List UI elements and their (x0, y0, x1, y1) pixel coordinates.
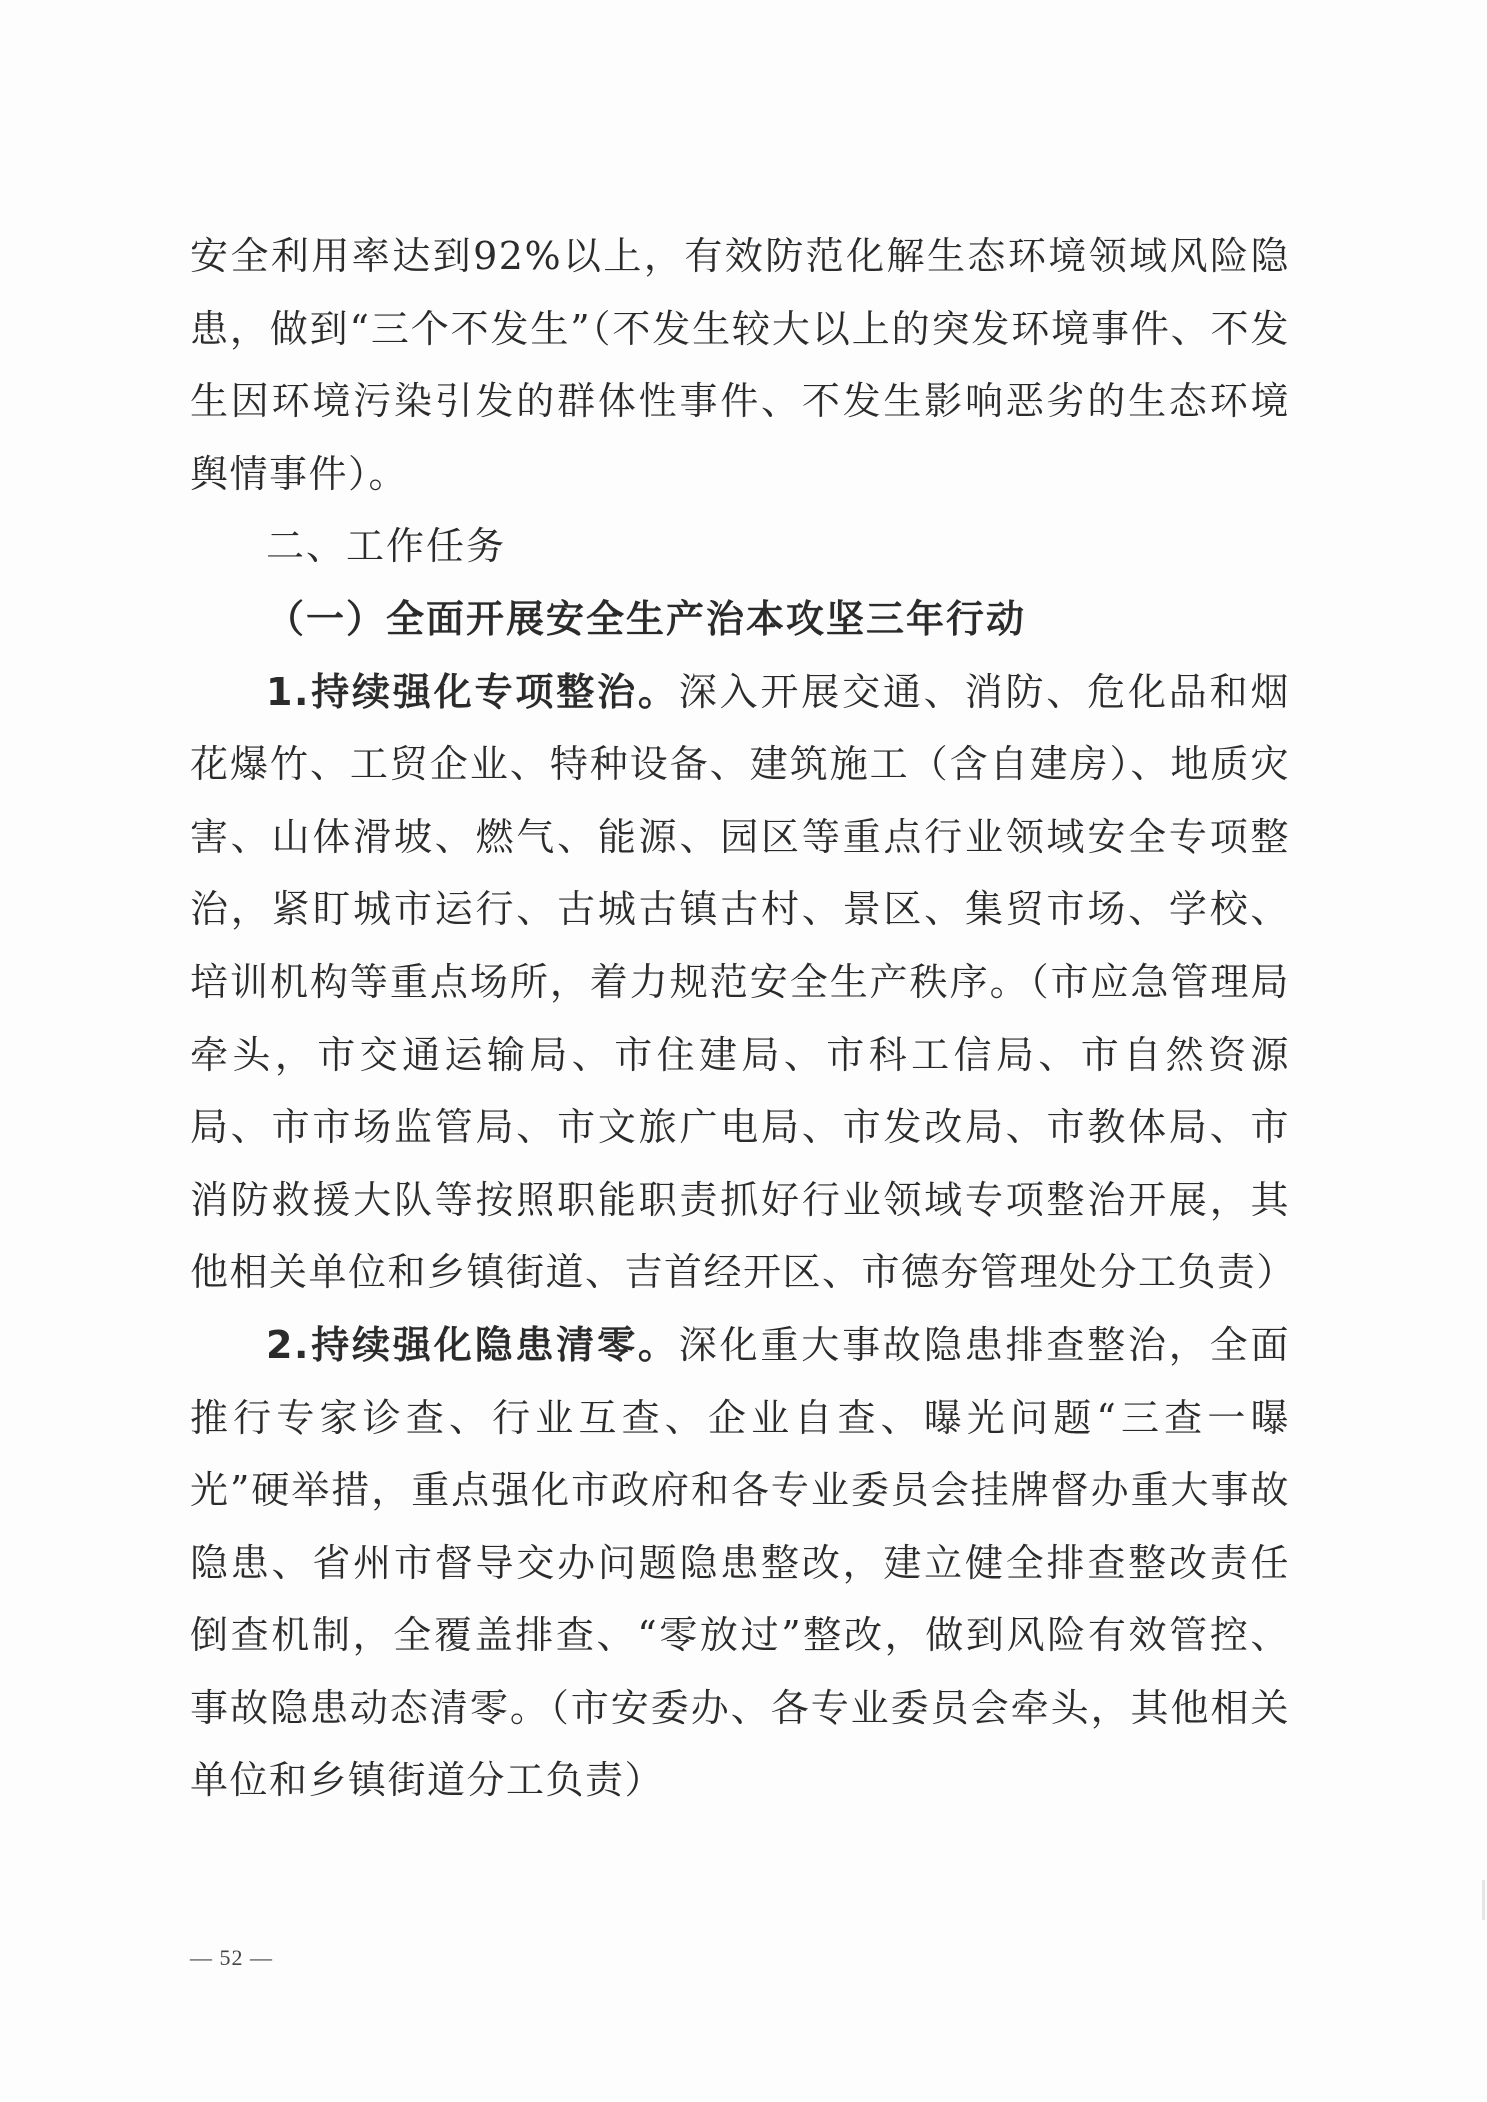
task-item-2 (190, 1309, 1290, 1817)
task-item-2-title: 2.持续强化隐患清零。 (266, 1322, 679, 1367)
page-number: — 52 — (190, 1945, 273, 1970)
task-item-1-title: 1.持续强化专项整治。 (266, 669, 679, 714)
continuation-paragraph: 安全利用率达到92%以上，有效防范化解生态环境领域风险隐患，做到“三个不发生”（不发生较大以上的突发环境事件、不发生因环境污染引发的群体性事件、不发生影响恶劣的生态环境舆情事件）。 (190, 234, 1290, 496)
task-item-1 (190, 656, 1297, 1309)
document-body (190, 220, 1297, 1817)
task-item-2-body: 深化重大事故隐患排查整治，全面推行专家诊查、行业互查、企业自查、曝光问题“三查一曝光”硬举措，重点强化市政府和各专业委员会挂牌督办重大事故隐患、省州市督导交办问题隐患整改，建立健全排查整改责任倒查机制，全覆盖排查、“零放过”整改，做到风险有效管控、事故隐患动态清零。（市安委办、各专业委员会牵头，其他相关单位和乡镇街道分工负责） (190, 1322, 1290, 1803)
task-item-1-body: 深入开展交通、消防、危化品和烟花爆竹、工贸企业、特种设备、建筑施工（含自建房）、地质灾害、山体滑坡、燃气、能源、园区等重点行业领域安全专项整治，紧盯城市运行、古城古镇古村、景区、集贸市场、学校、培训机构等重点场所，着力规范安全生产秩序。（市应急管理局牵头，市交通运输局、市住建局、市科工信局、市自然资源局、市市场监管局、市文旅广电局、市发改局、市教体局、市消防救援大队等按照职能职责抓好行业领域专项整治开展，其他相关单位和乡镇街道、吉首经开区、市德夯管理处分工负责） (190, 669, 1297, 1295)
subsection-heading: （一）全面开展安全生产治本攻坚三年行动 (266, 596, 1027, 641)
scan-edge-mark (1482, 1880, 1485, 1920)
section-heading: 二、工作任务 (266, 524, 507, 569)
